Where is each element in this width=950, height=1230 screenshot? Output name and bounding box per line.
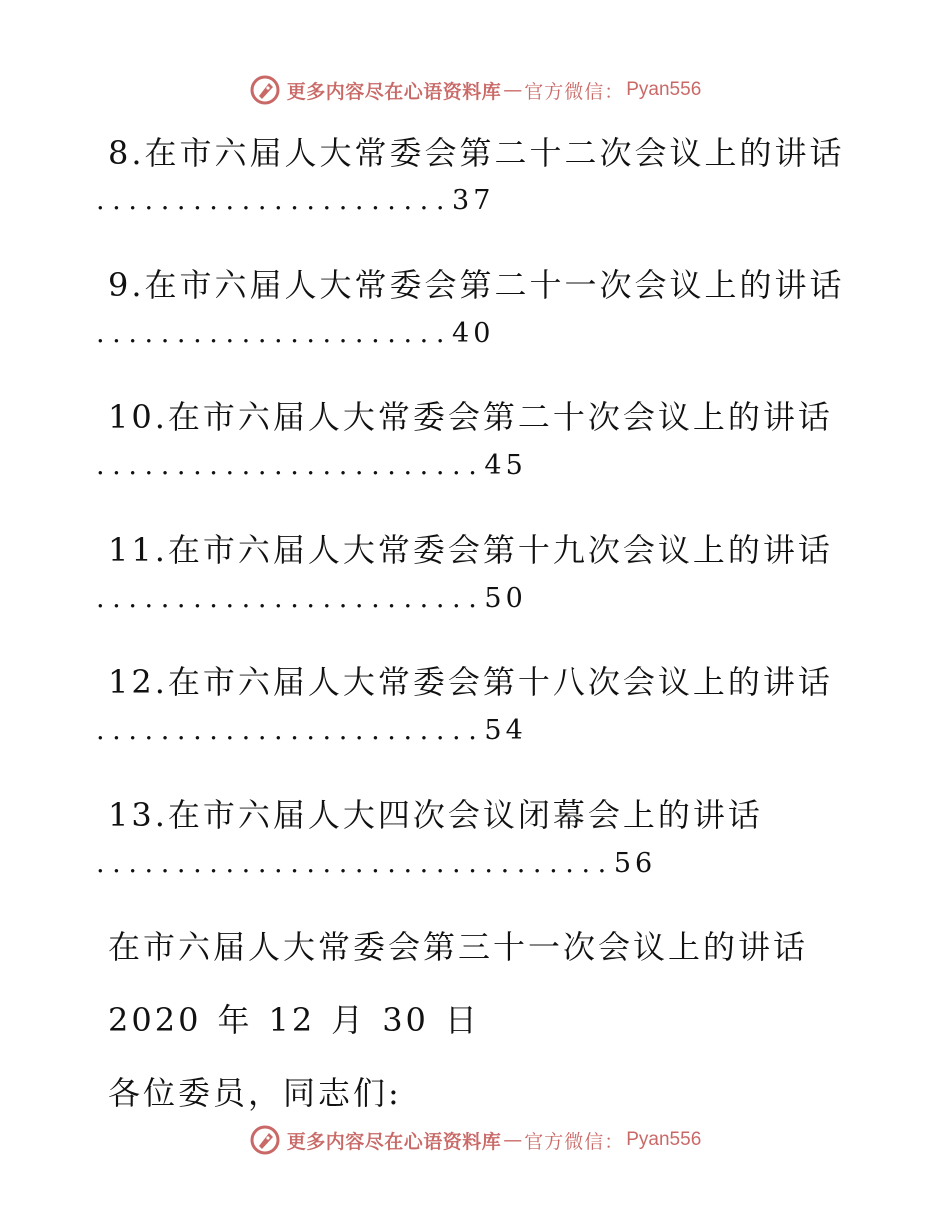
speech-title: 在市六届人大常委会第三十一次会议上的讲话 <box>108 928 809 966</box>
header-watermark <box>0 70 950 110</box>
watermark-dash: — <box>503 79 523 101</box>
toc-entry-leader <box>96 583 527 614</box>
toc-page-number: 37 <box>452 185 495 216</box>
toc-page-number: 50 <box>484 583 527 614</box>
watermark-official-text: 官方微信： <box>524 1130 625 1153</box>
toc-page-number: 54 <box>484 715 527 746</box>
toc-entry-leader <box>96 318 494 349</box>
toc-dots: ........................ <box>96 583 485 614</box>
toc-entry-title: 10.在市六届人大常委会第二十次会议上的讲话 <box>108 398 833 436</box>
toc-dots: ................................ <box>96 848 614 879</box>
watermark-dash: — <box>503 1129 523 1151</box>
date-year: 2020 <box>108 1001 202 1039</box>
toc-dots: ........................ <box>96 715 485 746</box>
speech-date <box>108 995 496 1041</box>
toc-dots: ...................... <box>96 185 453 216</box>
date-day-unit: 日 <box>444 1001 480 1039</box>
toc-dots: ........................ <box>96 450 485 481</box>
toc-entry-leader <box>96 185 494 216</box>
toc-entry-title: 12.在市六届人大常委会第十八次会议上的讲话 <box>108 663 833 701</box>
toc-page-number: 56 <box>613 848 657 879</box>
toc-entry-leader <box>96 848 656 879</box>
date-month-unit: 月 <box>331 1001 367 1039</box>
watermark-handle: Pyan556 <box>626 79 702 100</box>
date-month: 12 <box>268 1001 316 1039</box>
toc-dots: ...................... <box>96 318 453 349</box>
toc-page-number: 45 <box>484 450 527 481</box>
toc-entry-title: 9.在市六届人大常委会第二十一次会议上的讲话 <box>108 266 845 304</box>
toc-entry-title: 13.在市六届人大四次会议闭幕会上的讲话 <box>108 796 763 834</box>
date-year-unit: 年 <box>217 1001 253 1039</box>
pen-nib-circle-icon <box>249 1124 281 1156</box>
watermark-main-text: 更多内容尽在心语资料库 <box>286 80 502 103</box>
toc-entry-leader <box>96 715 527 746</box>
toc-entry-title: 11.在市六届人大常委会第十九次会议上的讲话 <box>108 531 833 569</box>
footer-watermark <box>0 1120 950 1160</box>
salutation: 各位委员，同志们: <box>108 1074 402 1112</box>
toc-entry-leader <box>96 450 527 481</box>
watermark-official-text: 官方微信： <box>524 80 625 103</box>
watermark-main-text: 更多内容尽在心语资料库 <box>286 1130 502 1153</box>
date-day: 30 <box>382 1001 429 1039</box>
toc-page-number: 40 <box>452 318 495 349</box>
pen-nib-circle-icon <box>249 74 281 106</box>
watermark-handle: Pyan556 <box>626 1129 702 1150</box>
toc-entry-title: 8.在市六届人大常委会第二十二次会议上的讲话 <box>108 134 845 172</box>
